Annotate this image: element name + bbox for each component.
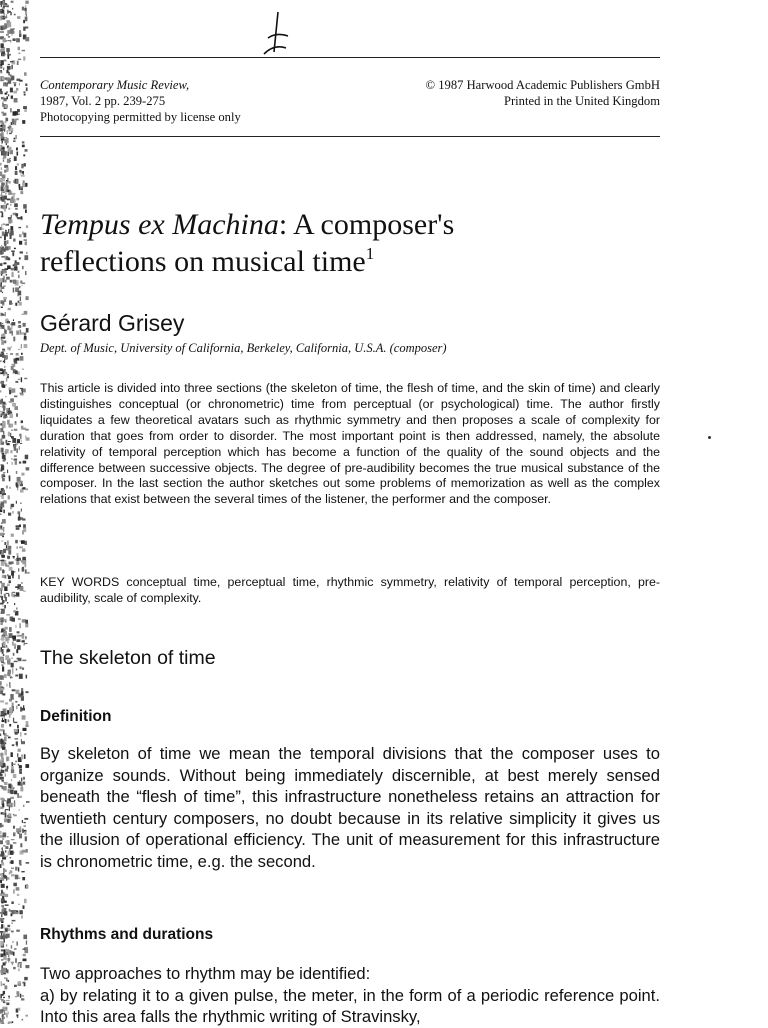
title-italic-part: Tempus ex Machina	[40, 208, 279, 241]
stray-dot	[708, 436, 711, 439]
scan-noise-graphic	[0, 0, 40, 1024]
rhythms-paragraph	[40, 963, 660, 1028]
title-footnote-marker: 1	[365, 244, 375, 263]
rhythms-item-a: a) by relating it to a given pulse, the meter, in the form of a periodic reference point. Into this area falls the rhythmic writing of Stravinsky,	[40, 985, 660, 1027]
journal-volume: 1987, Vol. 2 pp. 239-275	[40, 94, 166, 108]
license-note: Photocopying permitted by license only	[40, 110, 241, 124]
abstract-paragraph: This article is divided into three sections (the skeleton of time, the flesh of time, and the skin of time) and clearly distinguishes conceptual (or chronometric) time from perceptual (or psychological) time. The author firstly liquidates a few theoretical avatars such as rhythmic symmetry and then proposes a scale of complexity for duration that goes from order to disorder. The most important point is then addressed, namely, the absolute relativity of temporal perception which has become a function of the quality of the sound objects and the difference between successive objects. The degree of pre-audibility becomes the true musical substance of the composer. In the last section the author sketches out some problems of memorization as well as the complex relations that exist between the several times of the listener, the performer and the composer.	[40, 381, 660, 507]
title-line2: reflections on musical time	[40, 245, 366, 278]
author-name: Gérard Grisey	[40, 310, 185, 336]
section-heading: The skeleton of time	[40, 647, 216, 669]
scanned-binding-edge	[0, 0, 40, 1024]
subsection-heading-rhythms: Rhythms and durations	[40, 926, 214, 943]
printed-line: Printed in the United Kingdom	[503, 94, 660, 108]
rhythms-intro-line: Two approaches to rhythm may be identified:	[40, 964, 371, 983]
journal-name: Contemporary Music Review,	[40, 78, 190, 92]
handwritten-mark	[250, 8, 300, 68]
author-affiliation: Dept. of Music, University of California, Berkeley, California, U.S.A. (composer)	[40, 341, 447, 355]
header-bottom-rule	[40, 136, 660, 137]
article-page	[40, 0, 660, 1027]
title-rest: : A composer's	[278, 208, 455, 241]
copyright-line: © 1987 Harwood Academic Publishers GmbH	[425, 78, 660, 92]
article-title	[40, 206, 660, 280]
publisher-info	[426, 77, 660, 109]
header-top-rule	[40, 57, 660, 58]
definition-paragraph: By skeleton of time we mean the temporal divisions that the composer uses to organize sounds. Without being immediately discernible, at best merely sensed beneath the “flesh of time”, this infrastructure nonetheless retains an attraction for twentieth century composers, no doubt because in its relative simplicity it gives us the illusion of operational efficiency. The unit of measurement for this infrastructure is chronometric time, e.g. the second.	[40, 744, 660, 871]
journal-citation	[40, 77, 241, 125]
subsection-heading-definition: Definition	[40, 708, 112, 725]
keywords-paragraph: KEY WORDS conceptual time, perceptual time, rhythmic symmetry, relativity of temporal perception, pre-audibility, scale of complexity.	[40, 575, 660, 605]
